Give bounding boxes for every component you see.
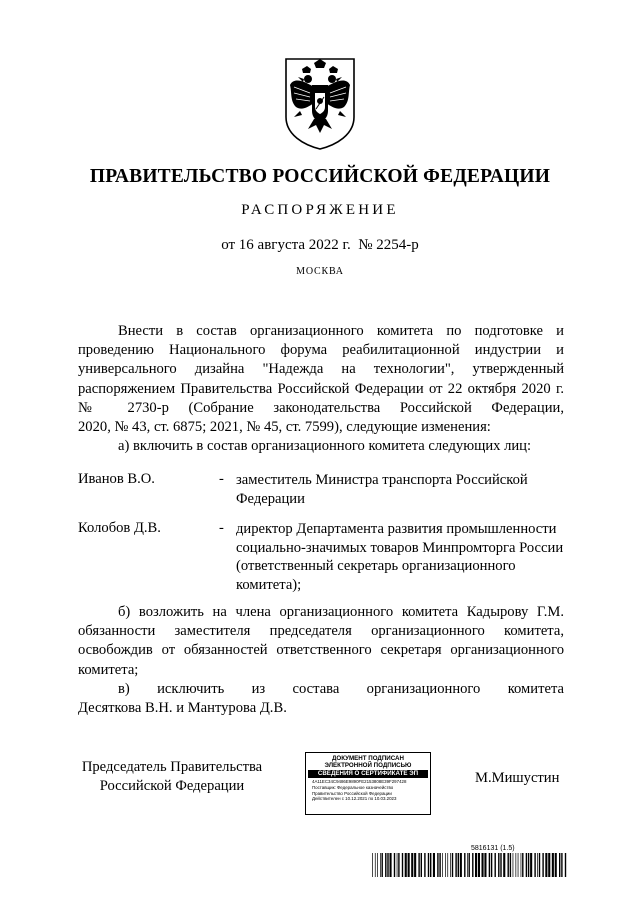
stamp-issuer1: Поставщик: Федеральное казначейство <box>312 785 394 790</box>
person-dash: - <box>219 520 224 536</box>
item-b: б) возложить на члена организационного комитета Кадырову Г.М. обязанности заместителя председателя организационного комитета, освобождив от обязанностей ответственного секретаря организационного комитета; <box>78 604 564 678</box>
stamp-line1: ДОКУМЕНТ ПОДПИСАН <box>332 755 404 762</box>
stamp-bar: СВЕДЕНИЯ О СЕРТИФИКАТЕ ЭП <box>308 770 428 778</box>
person-dash: - <box>219 471 224 487</box>
government-title: ПРАВИТЕЛЬСТВО РОССИЙСКОЙ ФЕДЕРАЦИИ <box>89 166 551 187</box>
person-role: директор Департамента развития промышленности социально-значимых товаров Минпромторга России (ответственный секретарь организационного комитета); <box>236 521 564 593</box>
item-a: а) включить в состав организационного комитета следующих лиц: <box>118 438 532 454</box>
document-date-number: от 16 августа 2022 г. № 2254-р <box>221 237 419 253</box>
intro-paragraph-main: Внести в состав организационного комитета по подготовке и проведению Национального форума реабилитационной индустрии и универсального дизайна "Надежда на технологии", утвержденный распоряжением Правительства Российской Федерации от 22 октября 2020 г. № 2730-р (Собрание законодательства Российской Федерации, <box>78 323 564 416</box>
stamp-header <box>306 755 430 769</box>
signatory-position-line2: Российской Федерации <box>99 777 245 794</box>
stamp-line2: ЭЛЕКТРОННОЙ ПОДПИСЬЮ <box>324 762 412 770</box>
stamp-issuer2: Правительство Российской Федерации <box>312 790 392 796</box>
document-type: РАСПОРЯЖЕНИЕ <box>241 202 399 218</box>
intro-paragraph-tail: 2020, № 43, ст. 6875; 2021, № 45, ст. 7599), следующие изменения: <box>78 419 491 436</box>
item-c <box>78 680 564 718</box>
item-c-line1: в) исключить из состава организационного комитета <box>118 681 564 697</box>
person-name: Иванов В.О. <box>78 471 155 487</box>
document-city: МОСКВА <box>296 266 344 277</box>
person-name: Колобов Д.В. <box>78 520 161 536</box>
stamp-cert: 4A11EC34C9486E9890FE2153808E39F297428 <box>312 779 407 785</box>
signatory-position <box>78 758 266 795</box>
person-role: заместитель Министра транспорта Российской Федерации <box>236 472 528 507</box>
signatory-name: М.Мишустин <box>475 770 560 786</box>
barcode-number: 5816131 (1.5) <box>471 845 515 852</box>
item-c-line2: Десяткова В.Н. и Мантурова Д.В. <box>78 700 287 717</box>
barcode-icon <box>372 853 567 877</box>
stamp-validity: Действителен с 10.12.2021 по 10.03.2023 <box>312 796 397 802</box>
electronic-signature-stamp <box>305 752 431 815</box>
signatory-position-line1: Председатель Правительства <box>81 759 263 775</box>
intro-paragraph <box>78 322 564 437</box>
coat-of-arms-icon <box>278 55 362 151</box>
